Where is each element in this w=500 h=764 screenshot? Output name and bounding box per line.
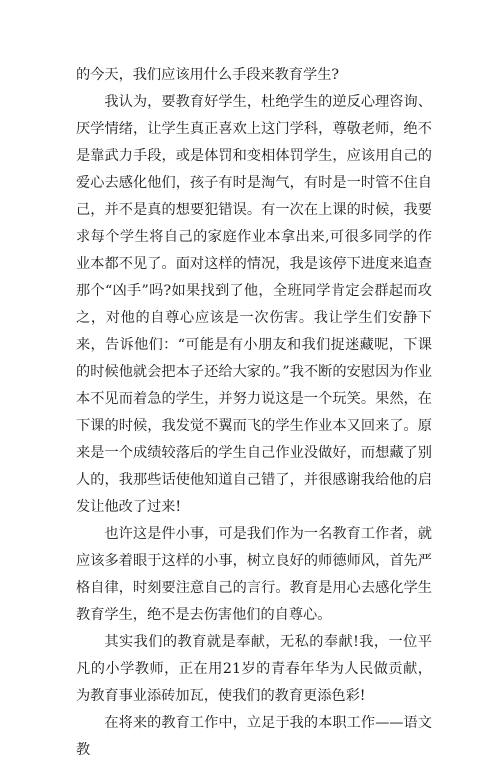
document-body	[76, 62, 432, 764]
paragraph-continued: 的今天，我们应该用什么手段来教育学生?	[76, 67, 339, 83]
paragraph-teaching-approach: 我认为，要教育好学生，杜绝学生的逆反心理咨询、厌学情绪，让学生真正喜欢上这门学科，尊敬老师，绝不是靠武力手段，或是体罚和变相体罚学生，应该用自己的爱心去感化他们，孩子有时是淘气，有时是一时管不住自己，并不是真的想要犯错误。有一次在上课的时候，我要求每个学生将自己的家庭作业本拿出来,可很多同学的作业本都不见了。面对这样的情况，我是该停下进度来追查那个“凶手”吗?如果找到了他，全班同学肯定会群起而攻之，对他的自尊心应该是一次伤害。我让学生们安静下来，告诉他们：“可能是有小朋友和我们捉迷藏呢，下课的时候他就会把本子还给大家的。”我不断的安慰因为作业本不见而着急的学生，并努力说这是一个玩笑。果然，在下课的时候，我发觉不翼而飞的学生作业本又回来了。原来是一个成绩较落后的学生自己作业没做好，而想藏了别人的，我那些话使他知道自己错了，并很感谢我给他的启发让他改了过来!	[76, 94, 432, 515]
paragraph-dedication: 其实我们的教育就是奉献，无私的奉献!我，一位平凡的小学教师，正在用21岁的青春年华为人民做贡献，为教育事业添砖加瓦，使我们的教育更添色彩!	[76, 634, 432, 704]
paragraph-small-matters: 也许这是件小事，可是我们作为一名教育工作者，就应该多着眼于这样的小事，树立良好的师德师风，首先严格自律，时刻要注意自己的言行。教育是用心去感化学生教育学生，绝不是去伤害他们的自尊心。	[76, 526, 432, 623]
paragraph-future-work: 在将来的教育工作中，立足于我的本职工作——语文教	[76, 715, 432, 758]
